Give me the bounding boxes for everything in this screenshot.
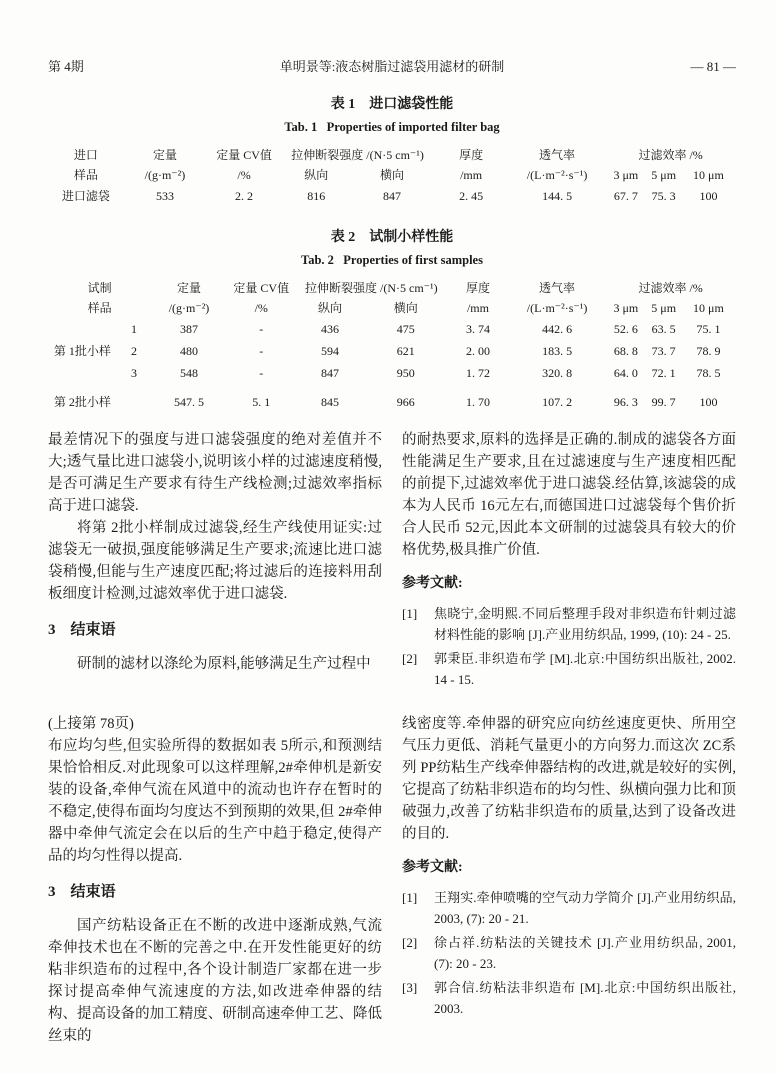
- cell: 进口滤袋: [61, 189, 110, 204]
- cell: 480: [180, 344, 199, 359]
- col-header: /mm: [460, 168, 483, 183]
- page-number: — 81 —: [690, 59, 736, 74]
- col-header: 3 μm: [613, 168, 639, 183]
- col-header: 5 μm: [651, 300, 677, 315]
- cell: 2. 00: [465, 344, 490, 359]
- col-header: 过滤效率 /%: [638, 148, 703, 162]
- article1-left-column: [48, 429, 382, 693]
- reference-item: [402, 887, 736, 929]
- reference-label: [1]: [402, 889, 418, 905]
- col-header: 定量: [177, 280, 202, 295]
- article2-right-column: [402, 713, 736, 1047]
- reference-label: [1]: [402, 605, 418, 621]
- col-header: 厚度: [465, 280, 490, 295]
- cell: 72. 1: [651, 366, 676, 381]
- cell: -: [259, 366, 264, 381]
- references-heading: 参考文献:: [402, 575, 463, 591]
- col-header: 横向: [393, 300, 418, 315]
- cell: 847: [382, 189, 401, 204]
- cell: 3: [130, 366, 137, 381]
- cell: 68. 8: [613, 344, 638, 359]
- section-heading-conclusion: 3 结束语: [48, 621, 116, 638]
- cell: 75. 3: [651, 189, 676, 204]
- cell: 183. 5: [542, 344, 573, 359]
- running-head: [48, 56, 736, 75]
- col-header: /%: [254, 300, 268, 315]
- reference-item: [402, 648, 736, 690]
- reference-label: [2]: [402, 650, 418, 666]
- cell: 547. 5: [174, 394, 205, 409]
- table1-header-row-1: [48, 145, 736, 165]
- col-header: 过滤效率 /%: [638, 280, 703, 295]
- paragraph: 将第 2批小样制成过滤袋,经生产线使用证实:过滤袋无一破损,强度能够满足生产要求;流速比进口滤袋稍慢,但能与生产速度匹配;将过滤后的连接料用刮板细度计检测,过滤效率优于进口滤袋.: [48, 519, 382, 602]
- article1-right-column: [402, 429, 736, 693]
- col-header: 纵向: [318, 300, 343, 315]
- paragraph: 最差情况下的强度与进口滤袋强度的绝对差值并不大;透气量比进口滤袋小,说明该小样的过滤速度稍慢,是否可满足生产要求有待生产线检测;过滤效率指标高于进口滤袋.: [48, 431, 382, 514]
- cell: 320. 8: [542, 366, 573, 381]
- paragraph: 线密度等.牵伸器的研究应向纺丝速度更快、所用空气压力更低、消耗气量更小的方向努力.而这次 ZC系列 PP纺粘生产线牵伸器结构的改进,就是较好的实例,它提高了纺粘非织造布的均匀性、纵横向强力比和顶破强力,改善了纺粘非织造布的质量,达到了设备改进的目的.: [402, 715, 736, 842]
- cell: [117, 385, 151, 413]
- reference-item: [402, 603, 736, 645]
- reference-label: [3]: [402, 979, 418, 995]
- cell: 75. 1: [696, 321, 721, 336]
- paragraph: 研制的滤材以涤纶为原料,能够满足生产过程中: [77, 655, 371, 672]
- cell: 78. 5: [696, 366, 721, 381]
- table1-caption-en: Tab. 1 Properties of imported filter bag: [284, 120, 500, 134]
- table1-header-row-2: [48, 165, 736, 185]
- col-header: /mm: [466, 300, 489, 315]
- issue-number: 第 4期: [48, 59, 84, 74]
- col-header: /(g·m⁻²): [144, 168, 186, 183]
- article2-body: [48, 713, 736, 1047]
- table-row: [48, 385, 736, 413]
- article2-left-column: [48, 713, 382, 1047]
- col-header: /(L·m⁻²·s⁻¹): [526, 300, 588, 315]
- running-title: 单明景等:液态树脂过滤袋用滤材的研制: [279, 59, 505, 74]
- paragraph: 国产纺粘设备正在不断的改进中逐渐成熟,气流牵伸技术也在不断的完善之中.在开发性能更好的纺粘非织造布的过程中,各个设计制造厂家都在进一步探讨提高牵伸气流速度的方法,如改进牵伸器的结构、提高设备的加工精度、研制高速牵伸工艺、降低丝束的: [48, 917, 382, 1044]
- cell: 475: [396, 321, 415, 336]
- article1-body: [48, 429, 736, 693]
- reference-text: 王翔实.牵伸喷嘴的空气动力学简介 [J].产业用纺织品, 2003, (7): 20 - 21.: [434, 889, 736, 926]
- continued-note: (上接第 78页): [48, 715, 134, 732]
- table-row: [48, 185, 736, 207]
- table1-imported-filter-bag: [48, 145, 736, 208]
- table2-caption-en: Tab. 2 Properties of first samples: [301, 252, 483, 267]
- cell: 100: [699, 189, 718, 204]
- reference-label: [2]: [402, 934, 418, 950]
- col-header: 拉伸断裂强度 /(N·5 cm⁻¹): [291, 148, 424, 162]
- reference-text: 焦晓宁,金明熙.不同后整理手段对非织造布针刺过滤材料性能的影响 [J].产业用纺织品, 1999, (10): 24 - 25.: [434, 605, 736, 642]
- cell: 67. 7: [613, 189, 638, 204]
- col-header: 试制: [87, 280, 112, 295]
- cell: 1. 70: [465, 394, 490, 409]
- reference-item: [402, 977, 736, 1019]
- cell: 73. 7: [651, 344, 676, 359]
- col-header: 纵向: [304, 168, 329, 183]
- cell: 144. 5: [542, 189, 573, 204]
- col-header: /%: [237, 168, 251, 183]
- cell: 387: [180, 321, 199, 336]
- cell: 533: [155, 189, 174, 204]
- cell: 950: [396, 366, 415, 381]
- table-row: [48, 340, 736, 362]
- col-header: 透气率: [539, 280, 576, 295]
- cell: 847: [321, 366, 340, 381]
- cell: 3. 74: [465, 321, 490, 336]
- col-header: 进口: [73, 148, 98, 162]
- col-header: 样品: [73, 168, 98, 183]
- reference-item: [402, 932, 736, 974]
- col-header: 拉伸断裂强度 /(N·5 cm⁻¹): [305, 280, 438, 295]
- table2-header-row-2: [48, 298, 736, 318]
- cell: 2. 2: [235, 189, 254, 204]
- section-heading-conclusion: 3 结束语: [48, 883, 116, 900]
- cell: 548: [180, 366, 199, 381]
- cell: 96. 3: [613, 394, 638, 409]
- cell: -: [259, 321, 264, 336]
- cell: 1. 72: [465, 366, 490, 381]
- cell: 621: [396, 344, 415, 359]
- col-header: 5 μm: [651, 168, 677, 183]
- cell: 2. 45: [459, 189, 484, 204]
- col-header: 样品: [87, 300, 112, 315]
- paragraph: 布应均匀些,但实验所得的数据如表 5所示,和预测结果恰恰相反.对此现象可以这样理解,2#牵伸机是新安装的设备,牵伸气流在风道中的流动也许存在暂时的不稳定,使得布面均匀度达不到预期的效果,但 2#牵伸器中牵伸气流定会在以后的生产中趋于稳定,使得产品的均匀性得以提高.: [48, 737, 382, 864]
- col-header: /(g·m⁻²): [168, 300, 210, 315]
- cell: 845: [321, 394, 340, 409]
- col-header: 厚度: [459, 148, 484, 162]
- col-header: 定量: [152, 148, 177, 162]
- cell: 1: [130, 321, 137, 336]
- table1-caption-zh: 表 1 进口滤袋性能: [330, 97, 454, 112]
- table2-header-row-1: [48, 278, 736, 298]
- col-header: 10 μm: [693, 168, 724, 183]
- cell: 64. 0: [613, 366, 638, 381]
- cell-group-label: 第 1批小样: [53, 344, 111, 359]
- table2-caption-zh: 表 2 试制小样性能: [330, 229, 454, 245]
- cell: 63. 5: [651, 321, 676, 336]
- paragraph: 的耐热要求,原料的选择是正确的.制成的滤袋各方面性能满足生产要求,且在过滤速度与生产速度相匹配的前提下,过滤效率优于进口滤袋.经估算,该滤袋的成本为人民币 16元左右,而德国进口过滤袋每个售价折合人民币 52元,因此本文研制的过滤袋具有较大的价格优势,极具推广价值.: [402, 431, 736, 558]
- cell: 107. 2: [542, 394, 573, 409]
- cell: 436: [321, 321, 340, 336]
- col-header: 定量 CV值: [233, 280, 290, 295]
- col-header: /(L·m⁻²·s⁻¹): [526, 168, 588, 183]
- cell: 99. 7: [651, 394, 676, 409]
- references-heading: 参考文献:: [402, 859, 463, 875]
- cell: 816: [307, 189, 326, 204]
- col-header: 定量 CV值: [216, 148, 272, 162]
- cell: 2: [130, 344, 137, 359]
- cell: 5. 1: [252, 394, 271, 409]
- col-header: 透气率: [539, 148, 576, 162]
- reference-text: 郭合信.纺粘法非织造布 [M].北京:中国纺织出版社, 2003.: [434, 979, 736, 1016]
- col-header: 横向: [379, 168, 404, 183]
- cell-group-label: 第 2批小样: [53, 394, 111, 409]
- cell: 442. 6: [542, 321, 573, 336]
- cell: -: [259, 344, 264, 359]
- col-header: 3 μm: [613, 300, 639, 315]
- table2-first-samples: [48, 278, 736, 413]
- cell: 100: [699, 394, 718, 409]
- cell: 52. 6: [613, 321, 638, 336]
- cell: 594: [321, 344, 340, 359]
- col-header: 10 μm: [693, 300, 724, 315]
- reference-text: 郭秉臣.非织造布学 [M].北京:中国纺织出版社, 2002. 14 - 15.: [434, 650, 736, 687]
- table-row: [48, 318, 736, 340]
- table-row: [48, 362, 736, 384]
- cell: 966: [396, 394, 415, 409]
- reference-text: 徐占祥.纺粘法的关键技术 [J].产业用纺织品, 2001, (7): 20 - 23.: [434, 934, 736, 971]
- cell: 78. 9: [696, 344, 721, 359]
